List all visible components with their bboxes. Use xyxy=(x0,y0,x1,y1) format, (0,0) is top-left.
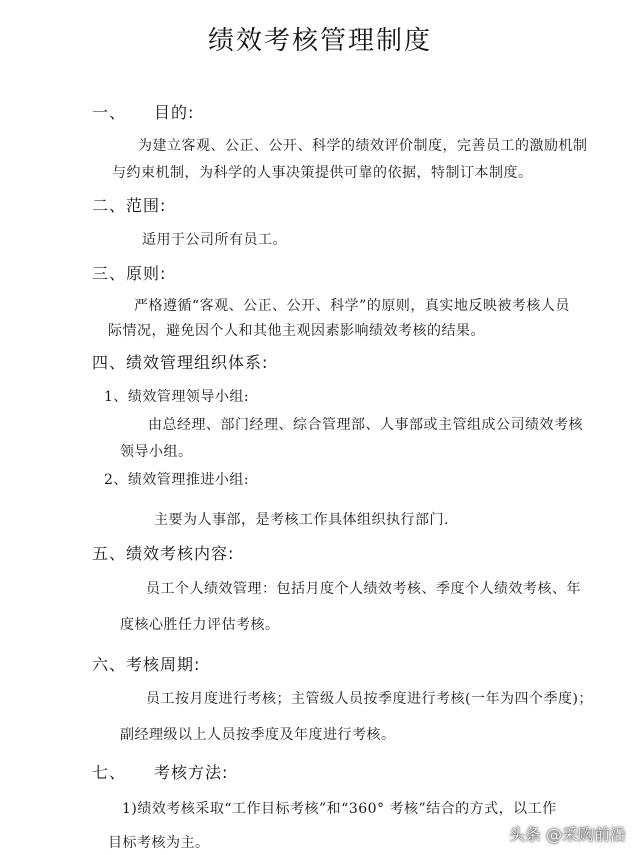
section-content-heading: 五、绩效考核内容: xyxy=(92,544,235,563)
section-number: 七、 xyxy=(92,763,127,782)
section-scope-heading: 二、范围: xyxy=(92,196,167,215)
section-method-heading xyxy=(92,760,228,783)
paragraph-line: 严格遵循“客观、公正、公开、科学”的原则，真实地反映被考核人员 xyxy=(134,298,570,314)
section-label: 目的: xyxy=(154,103,195,122)
paragraph-line: 适用于公司所有员工。 xyxy=(142,232,287,248)
section-number: 一、 xyxy=(92,103,127,122)
section-organization-heading: 四、绩效管理组织体系: xyxy=(92,353,269,372)
paragraph-line: 员工个人绩效管理：包括月度个人绩效考核、季度个人绩效考核、年 xyxy=(146,581,581,597)
section-principle-heading: 三、原则: xyxy=(92,264,167,283)
watermark xyxy=(509,822,626,845)
document-title: 绩效考核管理制度 xyxy=(207,26,432,56)
section-cycle-heading: 六、考核周期: xyxy=(92,655,201,674)
paragraph-line: 主要为人事部，是考核工作具体组织执行部门. xyxy=(154,512,449,528)
section-label: 考核方法: xyxy=(154,763,229,782)
watermark-source: 头条 xyxy=(508,825,541,844)
paragraph-line: 与约束机制，为科学的人事决策提供可靠的依据，特制订本制度。 xyxy=(112,165,533,181)
section-purpose-heading xyxy=(92,100,194,123)
paragraph-line: 1)绩效考核采取“工作目标考核”和“360° 考核”结合的方式，以工作 xyxy=(122,801,557,817)
paragraph-line: 员工按月度进行考核；主管级人员按季度进行考核(一年为四个季度)； xyxy=(146,691,593,707)
paragraph-line: 为建立客观、公正、公开、科学的绩效评价制度，完善员工的激励机制 xyxy=(138,138,588,154)
paragraph-line: 际情况，避免因个人和其他主观因素影响绩效考核的结果。 xyxy=(108,323,485,339)
paragraph-line: 领导小组。 xyxy=(120,444,193,460)
paragraph-line: 目标考核为主。 xyxy=(108,835,210,851)
paragraph-line: 度核心胜任力评估考核。 xyxy=(120,617,280,633)
subsection-heading: 1、绩效管理领导小组: xyxy=(104,389,250,405)
watermark-account: @采购前沿 xyxy=(545,825,626,844)
paragraph-line: 由总经理、部门经理、综合管理部、人事部或主管组成公司绩效考核 xyxy=(148,417,583,433)
paragraph-line: 副经理级以上人员按季度及年度进行考核。 xyxy=(120,727,396,743)
subsection-heading: 2、绩效管理推进小组: xyxy=(104,472,250,488)
